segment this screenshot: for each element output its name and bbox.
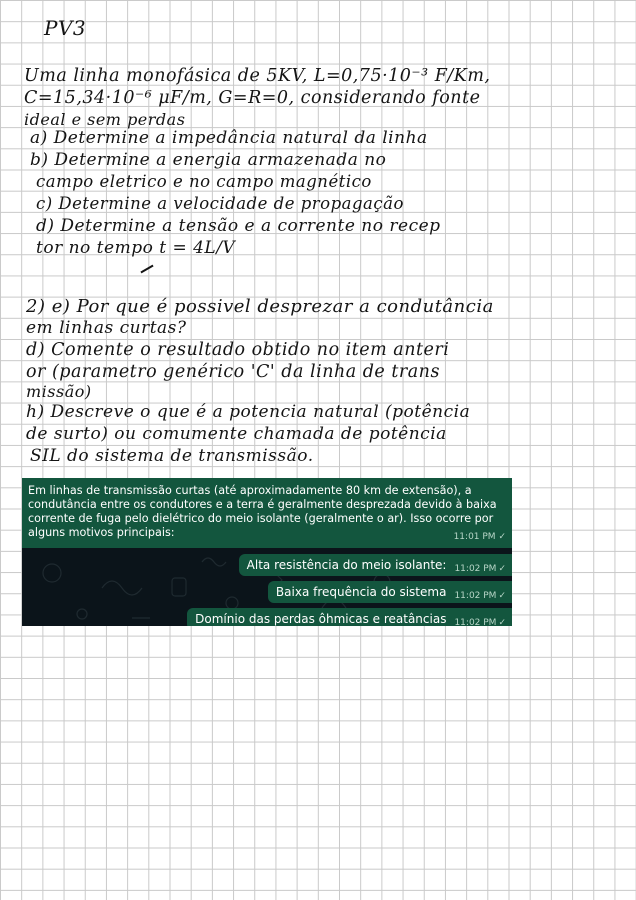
question-line: d) Comente o resultado obtido no item anteri — [26, 340, 450, 360]
problem-line: Uma linha monofásica de 5KV, L=0,75·10⁻³ F/Km, — [24, 66, 491, 86]
pen-stroke — [140, 265, 153, 274]
question-line: 2) e) Por que é possivel desprezar a condutância — [26, 296, 494, 317]
message-bubble[interactable] — [268, 581, 512, 603]
message-timestamp: 11:01 PM ✓ — [453, 532, 506, 542]
problem-line: tor no tempo t = 4L/V — [36, 238, 236, 258]
problem-line: c) Determine a velocidade de propagação — [36, 194, 404, 213]
message-bubble[interactable] — [187, 608, 512, 626]
message-text: Alta resistência do meio isolante: — [246, 558, 447, 572]
problem-line: b) Determine a energia armazenada no — [30, 150, 387, 170]
message-text: Baixa frequência do sistema — [275, 585, 447, 599]
question-line: h) Descreve o que é a potencia natural (potência — [26, 402, 471, 422]
message-text: Domínio das perdas ôhmicas e reatâncias — [195, 612, 447, 626]
message-timestamp: 11:02 PM — [454, 591, 497, 601]
problem-line: d) Determine a tensão e a corrente no recep — [36, 216, 441, 236]
question-line: de surto) ou comumente chamada de potência — [26, 424, 447, 444]
question-line: SIL do sistema de transmissão. — [30, 446, 314, 466]
read-check-icon: ✓ — [498, 564, 506, 574]
message-bubble[interactable] — [239, 554, 512, 576]
message-text: Em linhas de transmissão curtas (até aproximadamente 80 km de extensão), a condutância entre os condutores e a terra é geralmente desprezada devido à baixa corrente de fuga pelo dielétrico do meio isolante (geralmente o ar). Isso ocorre por alguns motivos principais: — [28, 484, 497, 539]
notes-title: PV3 — [44, 16, 87, 40]
message-timestamp: 11:02 PM — [454, 564, 497, 574]
message-bubble[interactable] — [22, 478, 512, 548]
message-timestamp: 11:02 PM — [454, 618, 497, 626]
problem-line: a) Determine a impedância natural da linha — [30, 128, 428, 148]
problem-line: C=15,34·10⁻⁶ μF/m, G=R=0, considerando fonte — [24, 88, 481, 108]
chat-screenshot — [22, 478, 512, 626]
read-check-icon: ✓ — [498, 618, 506, 626]
read-check-icon: ✓ — [498, 591, 506, 601]
question-line: em linhas curtas? — [26, 318, 187, 338]
problem-line: campo eletrico e no campo magnético — [36, 172, 372, 191]
question-line: or (parametro genérico 'C' da linha de trans — [26, 362, 440, 382]
question-line: missão) — [26, 382, 92, 401]
problem-line: ideal e sem perdas — [24, 110, 186, 129]
read-check-icon: ✓ — [498, 532, 506, 542]
